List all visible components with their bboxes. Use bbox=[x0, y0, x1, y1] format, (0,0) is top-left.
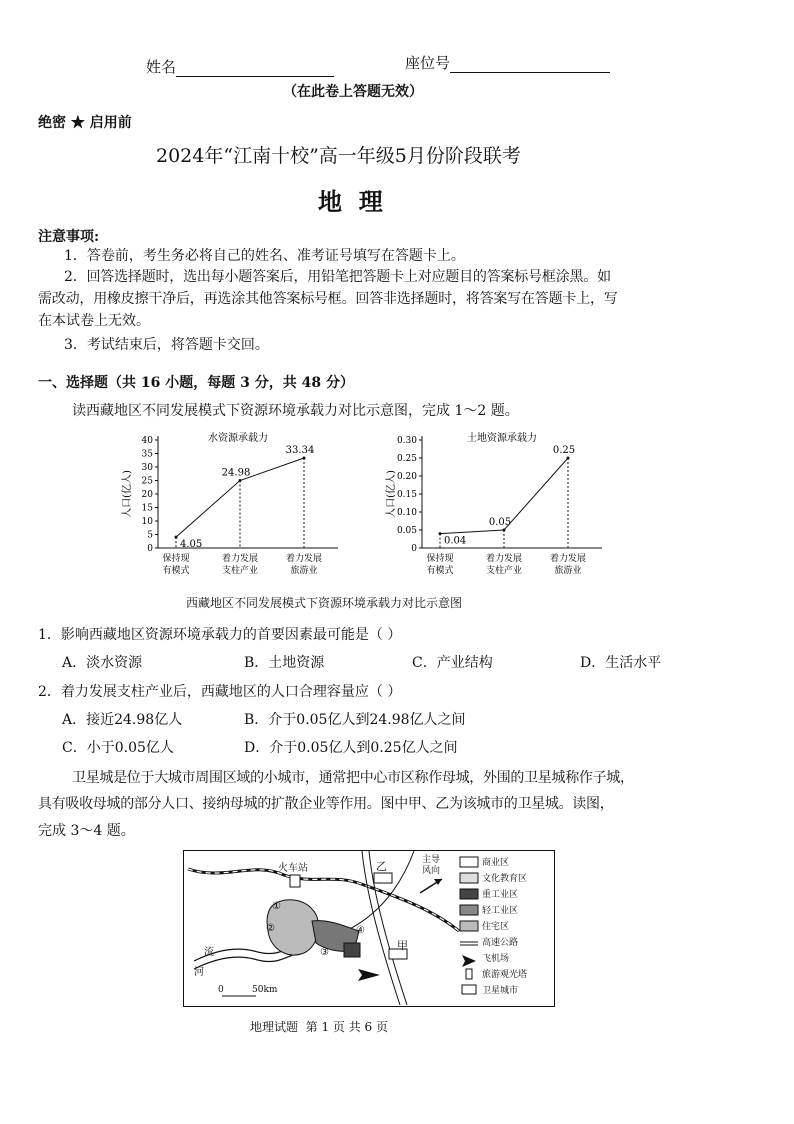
q1-option-c[interactable]: C．产业结构 bbox=[412, 655, 493, 671]
category-label: 保持现 bbox=[426, 554, 454, 564]
legend-residential: 住宅区 bbox=[482, 922, 510, 932]
q2-stem: 2．着力发展支柱产业后，西藏地区的人口合理容量应（ ） bbox=[38, 684, 402, 700]
y-tick-label: 0.20 bbox=[396, 472, 417, 482]
map-legend bbox=[482, 855, 527, 999]
label-wind: 主导 风向 bbox=[422, 855, 441, 876]
label-jia: 甲 bbox=[397, 939, 408, 952]
q1-option-a[interactable]: A．淡水资源 bbox=[62, 655, 143, 671]
y-tick-label: 0 bbox=[147, 544, 153, 554]
data-label: 33.34 bbox=[285, 444, 315, 456]
y-tick-label: 0.15 bbox=[396, 490, 417, 500]
label-circle-4: ④ bbox=[356, 925, 365, 936]
passage-line3: 完成 3～4 题。 bbox=[38, 823, 135, 839]
invalid-note: （在此卷上答题无效） bbox=[283, 84, 423, 100]
category-label: 有模式 bbox=[162, 566, 190, 576]
seat-field bbox=[405, 52, 610, 73]
y-tick-label: 10 bbox=[141, 517, 153, 527]
label-scale-dist: 50km bbox=[252, 985, 278, 995]
data-label: 0.05 bbox=[488, 517, 512, 528]
data-point bbox=[503, 529, 506, 532]
category-label: 着力发展 bbox=[549, 554, 587, 564]
land-chart bbox=[382, 425, 622, 585]
data-label: 24.98 bbox=[221, 467, 251, 479]
category-label: 旅游业 bbox=[290, 566, 318, 576]
figure-caption: 西藏地区不同发展模式下资源环境承载力对比示意图 bbox=[186, 596, 463, 610]
data-point bbox=[567, 457, 570, 460]
label-circle-2: ② bbox=[266, 923, 275, 934]
chart-title: 水资源承载力 bbox=[208, 433, 268, 444]
data-label: 4.05 bbox=[180, 539, 203, 551]
label-river-2: 河 bbox=[194, 967, 204, 978]
label-river-1: 流 bbox=[204, 947, 214, 958]
legend-heavy-industry: 重工业区 bbox=[482, 890, 519, 900]
legend-education: 文化教育区 bbox=[482, 874, 528, 884]
y-tick-label: 35 bbox=[141, 449, 153, 460]
note-2-line1: 2．回答选择题时，选出每小题答案后，用铅笔把答题卡上对应题目的答案标号框涂黑。如 bbox=[64, 269, 611, 285]
y-tick-label: 15 bbox=[141, 503, 153, 514]
label-yi: 乙 bbox=[376, 860, 387, 873]
page-footer: 地理试题 第 1 页 共 6 页 bbox=[250, 1020, 388, 1034]
q1-stem: 1．影响西藏地区资源环境承载力的首要因素最可能是（ ） bbox=[38, 627, 402, 643]
seat-label: 座位号 bbox=[405, 54, 451, 72]
label-train-station: 火车站 bbox=[278, 863, 308, 874]
y-tick-label: 0.25 bbox=[396, 454, 417, 464]
subject-title: 地 理 bbox=[318, 187, 383, 216]
category-label: 有模式 bbox=[426, 566, 454, 576]
data-point bbox=[303, 456, 306, 459]
legend-highway: 高速公路 bbox=[482, 938, 519, 948]
exam-title: 2024年“江南十校”高一年级5月份阶段联考 bbox=[156, 145, 521, 167]
category-label: 旅游业 bbox=[554, 566, 582, 576]
y-tick-label: 20 bbox=[141, 490, 153, 500]
y-tick-label: 0.05 bbox=[396, 526, 417, 536]
legend-commercial: 商业区 bbox=[482, 858, 510, 868]
data-label: 0.04 bbox=[444, 535, 467, 547]
label-scale-zero: 0 bbox=[218, 985, 224, 995]
section1-heading: 一、选择题（共 16 小题，每题 3 分，共 48 分） bbox=[38, 375, 354, 391]
passage-line1: 卫星城是位于大城市周围区域的小城市，通常把中心市区称作母城，外围的卫星城称作子城， bbox=[72, 770, 634, 786]
category-label: 支柱产业 bbox=[485, 566, 523, 576]
legend-tower: 旅游观光塔 bbox=[482, 970, 528, 980]
label-circle-3: ③ bbox=[320, 947, 329, 958]
note-1: 1．答卷前，考生务必将自己的姓名、准考证号填写在答题卡上。 bbox=[64, 248, 465, 264]
intro-q1-2: 读西藏地区不同发展模式下资源环境承载力对比示意图，完成 1～2 题。 bbox=[72, 403, 519, 419]
label-circle-1: ① bbox=[272, 901, 281, 912]
legend-satellite-city: 卫星城市 bbox=[482, 986, 519, 996]
airport-icon bbox=[358, 969, 380, 981]
seat-blank bbox=[450, 58, 610, 73]
note-2-line3: 在本试卷上无效。 bbox=[38, 313, 150, 329]
q2-option-a[interactable]: A．接近24.98亿人 bbox=[62, 712, 183, 728]
data-point bbox=[439, 532, 442, 535]
note-2-line2: 需改动，用橡皮擦干净后，再选涂其他答案标号框。回答非选择题时，将答案写在答题卡上，写 bbox=[38, 291, 618, 307]
y-axis-label: 人口(亿人) bbox=[122, 470, 133, 518]
map-legend-swatches bbox=[460, 857, 478, 994]
secret-label: 绝密 ★ 启用前 bbox=[38, 115, 132, 131]
y-tick-label: 0.30 bbox=[396, 436, 417, 446]
name-blank bbox=[176, 62, 334, 77]
name-field bbox=[146, 56, 334, 77]
water-chart bbox=[118, 425, 358, 585]
q1-option-b[interactable]: B．土地资源 bbox=[244, 655, 325, 671]
name-label: 姓名 bbox=[146, 58, 177, 76]
category-label: 保持现 bbox=[162, 554, 190, 564]
note-3: 3．考试结束后，将答题卡交回。 bbox=[64, 337, 269, 353]
satellite-yi-icon bbox=[374, 873, 392, 883]
y-tick-label: 25 bbox=[141, 476, 153, 487]
q1-option-d[interactable]: D．生活水平 bbox=[580, 655, 662, 671]
y-tick-label: 5 bbox=[147, 530, 153, 541]
category-label: 着力发展 bbox=[221, 554, 259, 564]
y-tick-label: 0 bbox=[411, 544, 417, 554]
y-tick-label: 30 bbox=[141, 463, 153, 473]
legend-airport: 飞机场 bbox=[482, 954, 510, 964]
category-label: 着力发展 bbox=[485, 554, 523, 564]
passage-line2: 具有吸收母城的部分人口、接纳母城的扩散企业等作用。图中甲、乙为该城市的卫星城。读图， bbox=[38, 796, 614, 812]
y-axis-label: 人口(亿人) bbox=[386, 470, 397, 518]
train-station-marker bbox=[290, 875, 300, 887]
satellite-city-map bbox=[183, 850, 555, 1007]
notes-heading: 注意事项: bbox=[38, 229, 100, 245]
category-label: 支柱产业 bbox=[221, 566, 259, 576]
y-tick-label: 0.10 bbox=[396, 508, 417, 518]
data-point bbox=[175, 536, 178, 539]
y-tick-label: 40 bbox=[141, 436, 153, 446]
zone-patch bbox=[344, 943, 360, 957]
legend-light-industry: 轻工业区 bbox=[482, 906, 519, 916]
q2-option-c[interactable]: C．小于0.05亿人 bbox=[62, 740, 174, 756]
chart-title: 土地资源承载力 bbox=[467, 433, 537, 444]
q2-option-d[interactable]: D．介于0.05亿人到0.25亿人之间 bbox=[244, 740, 458, 756]
category-label: 着力发展 bbox=[285, 554, 323, 564]
data-point bbox=[239, 479, 242, 482]
highway-3 bbox=[334, 851, 414, 936]
q2-option-b[interactable]: B．介于0.05亿人到24.98亿人之间 bbox=[244, 712, 466, 728]
data-label: 0.25 bbox=[552, 445, 576, 456]
